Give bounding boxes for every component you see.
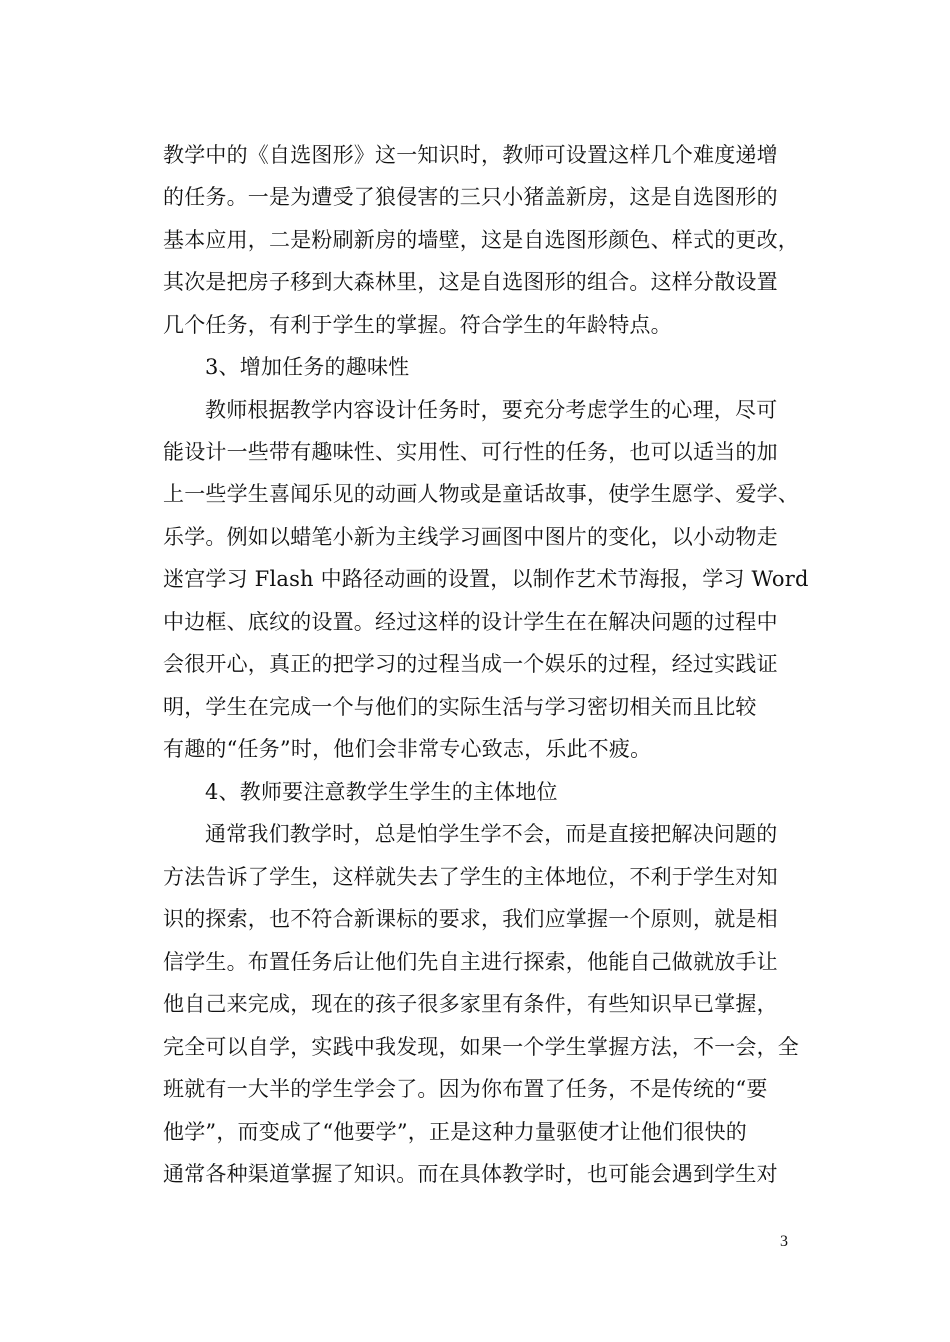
text-line: 完全可以自学，实践中我发现，如果一个学生掌握方法，不一会，全 [163, 1035, 799, 1059]
text-line: 他学”，而变成了“他要学”，正是这种力量驱使才让他们很快的 [163, 1120, 748, 1144]
text-line: 的任务。一是为遭受了狼侵害的三只小猪盖新房，这是自选图形的 [163, 185, 778, 209]
text-line: 通常各种渠道掌握了知识。而在具体教学时，也可能会遇到学生对 [163, 1162, 778, 1186]
text-line: 上一些学生喜闻乐见的动画人物或是童话故事，使学生愿学、爱学、 [163, 482, 799, 506]
text-line: 其次是把房子移到大森林里，这是自选图形的组合。这样分散设置 [163, 270, 778, 294]
text-line: 教学中的《自选图形》这一知识时，教师可设置这样几个难度递增 [163, 143, 778, 167]
section-heading: 4、教师要注意教学生学生的主体地位 [205, 780, 558, 804]
text-line: 有趣的“任务”时，他们会非常专心致志，乐此不疲。 [163, 737, 652, 761]
text-line: 教师根据教学内容设计任务时，要充分考虑学生的心理，尽可 [205, 398, 778, 422]
text-line: 通常我们教学时，总是怕学生学不会，而是直接把解决问题的 [205, 822, 778, 846]
text-line: 他自己来完成，现在的孩子很多家里有条件，有些知识早已掌握， [163, 992, 778, 1016]
section-heading: 3、增加任务的趣味性 [205, 355, 410, 379]
text-line: 迷宫学习 Flash 中路径动画的设置，以制作艺术节海报，学习 Word [163, 567, 809, 591]
text-line: 会很开心，真正的把学习的过程当成一个娱乐的过程，经过实践证 [163, 652, 778, 676]
text-line: 基本应用，二是粉刷新房的墙壁，这是自选图形颜色、样式的更改， [163, 228, 799, 252]
text-line: 方法告诉了学生，这样就失去了学生的主体地位，不利于学生对知 [163, 865, 778, 889]
page-number: 3 [780, 1233, 788, 1250]
text-line: 明，学生在完成一个与他们的实际生活与学习密切相关而且比较 [163, 695, 757, 719]
text-line: 班就有一大半的学生学会了。因为你布置了任务，不是传统的“要 [163, 1077, 768, 1101]
text-line: 能设计一些带有趣味性、实用性、可行性的任务，也可以适当的加 [163, 440, 778, 464]
text-line: 信学生。布置任务后让他们先自主进行探索，他能自己做就放手让 [163, 950, 778, 974]
text-line: 几个任务，有利于学生的掌握。符合学生的年龄特点。 [163, 313, 672, 337]
text-line: 乐学。例如以蜡笔小新为主线学习画图中图片的变化，以小动物走 [163, 525, 778, 549]
text-line: 中边框、底纹的设置。经过这样的设计学生在在解决问题的过程中 [163, 610, 778, 634]
text-line: 识的探索，也不符合新课标的要求，我们应掌握一个原则，就是相 [163, 907, 778, 931]
